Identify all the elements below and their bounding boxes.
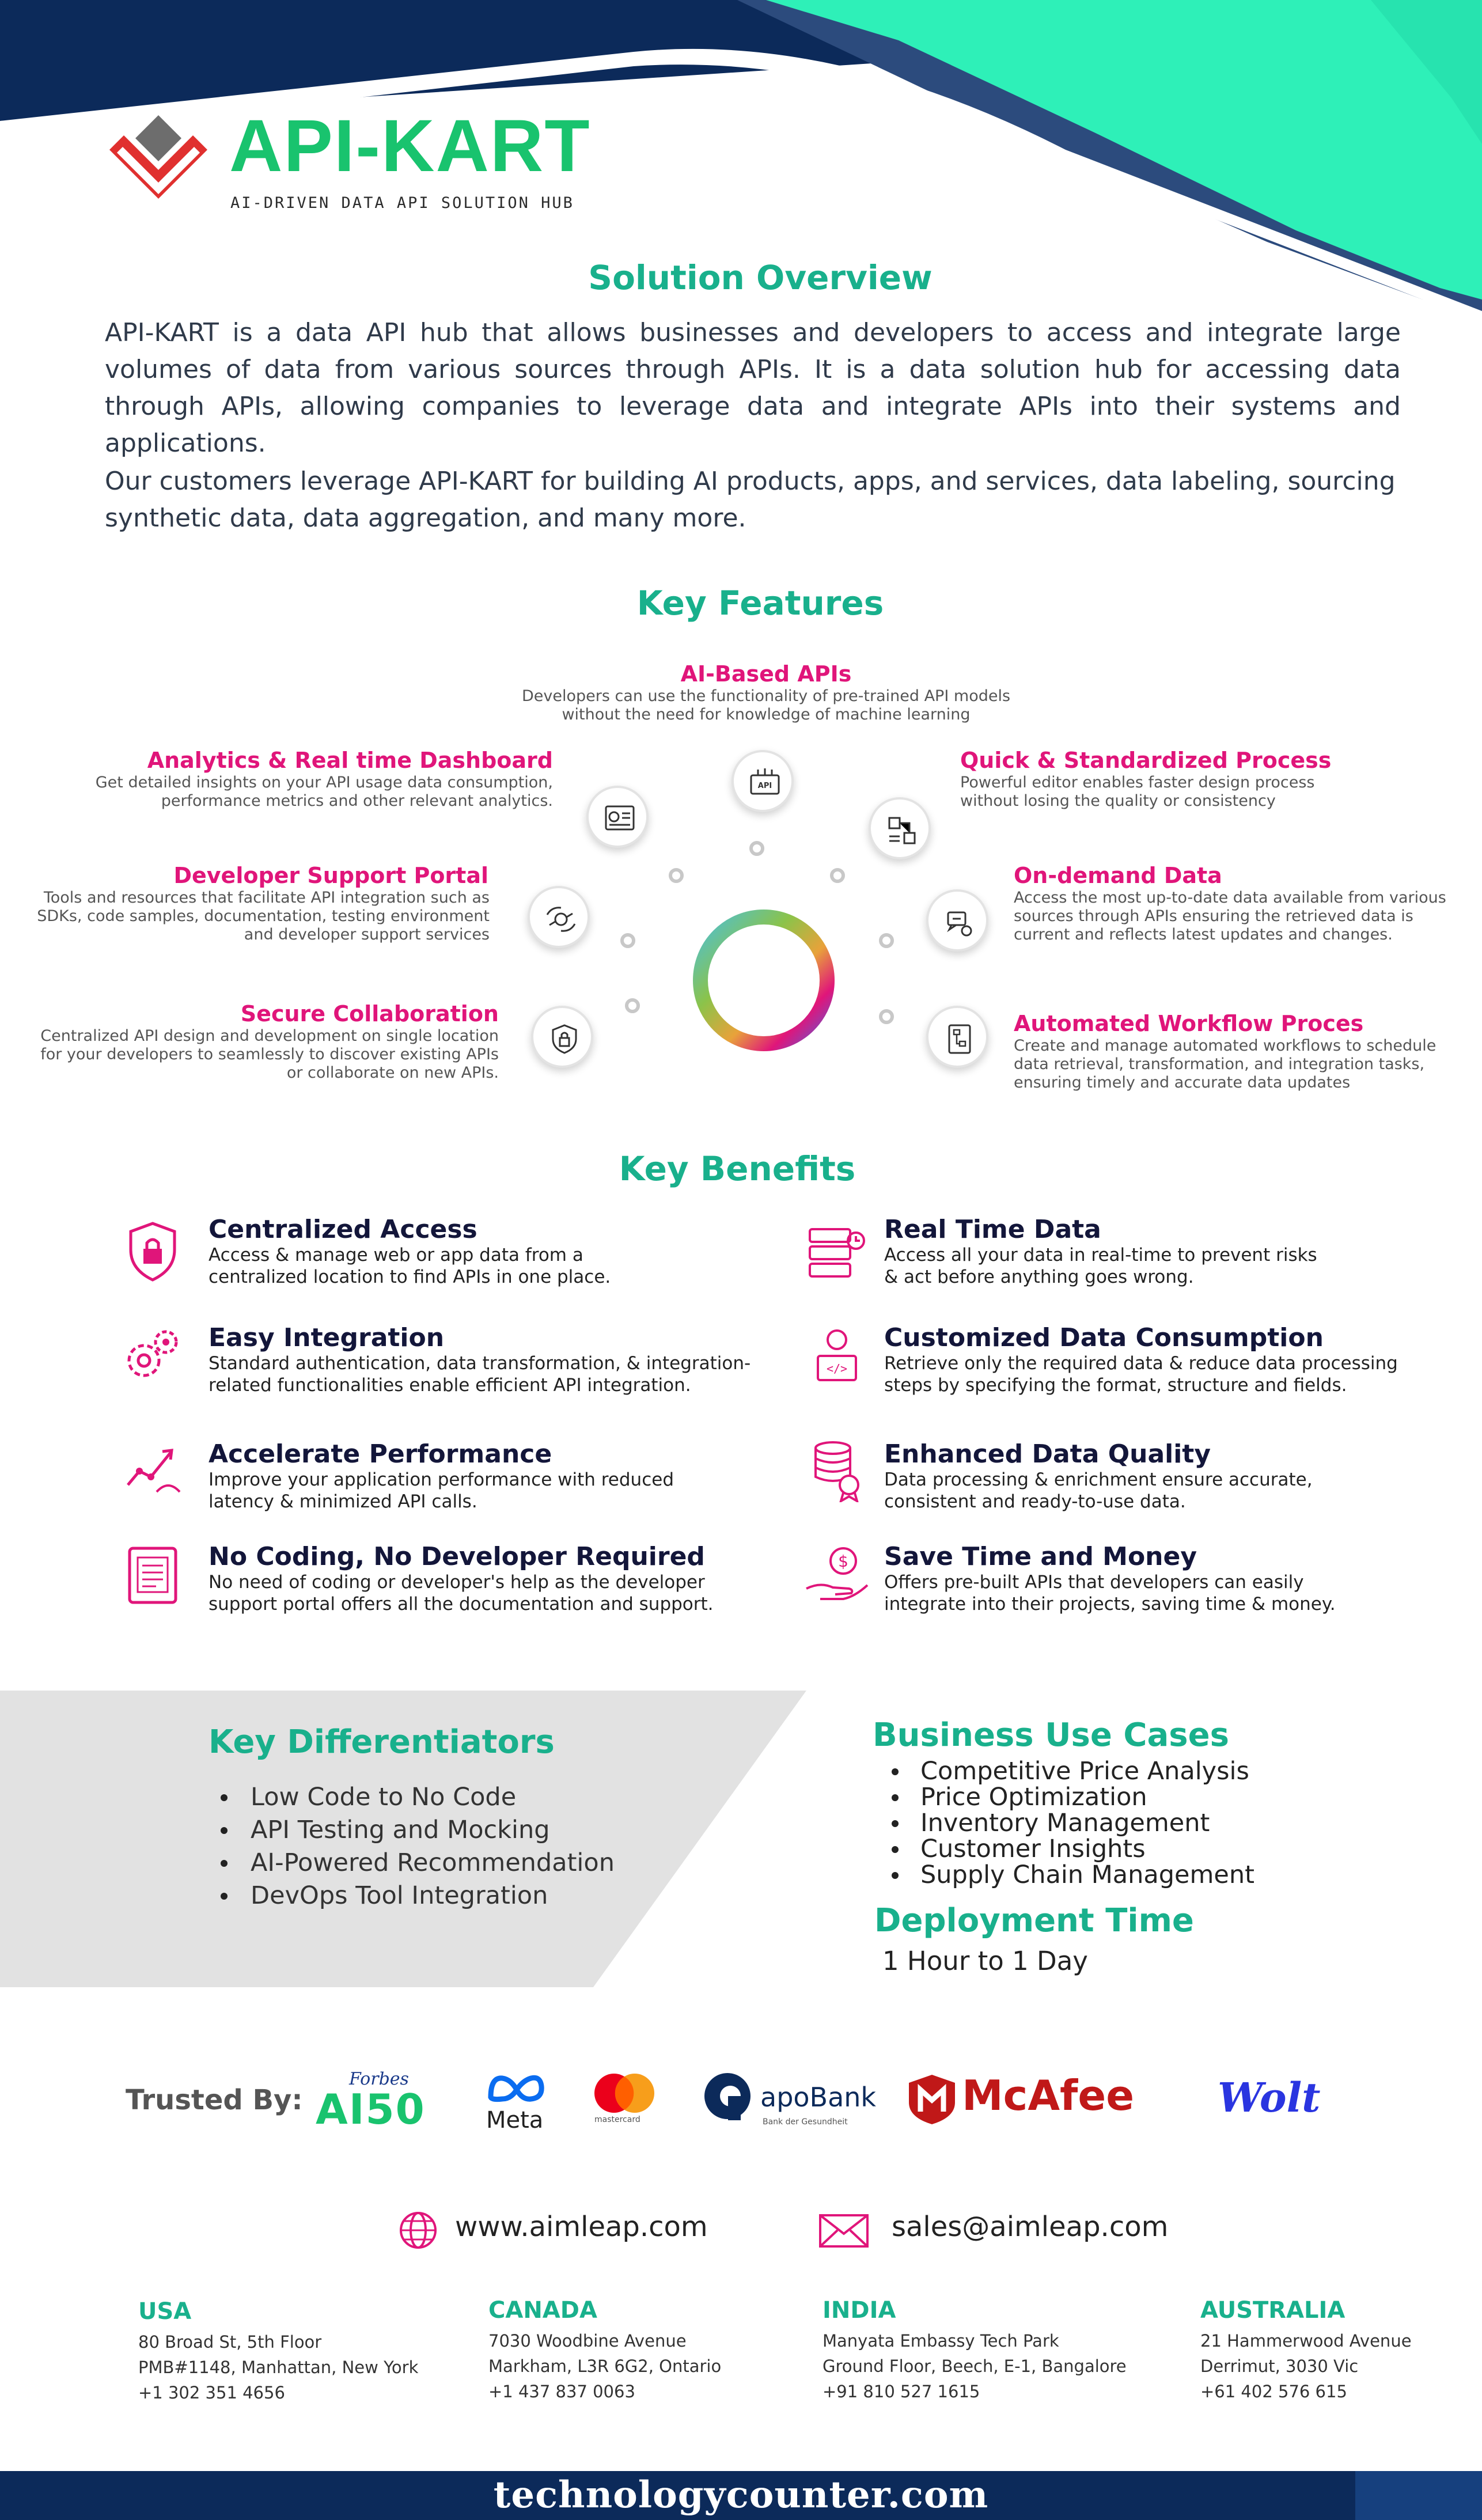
connector-dot <box>620 933 635 948</box>
svg-text:$: $ <box>838 1552 848 1571</box>
use-case-item: Customer Insights <box>881 1836 1254 1862</box>
feature-icon-developer-support <box>528 886 590 948</box>
office-address-line: Markham, L3R 6G2, Ontario <box>488 2356 722 2376</box>
feature-desc-secure-collaboration: Centralized API design and development on single location for your developers to seamlessly to discover existing APIs or collaborate on new APIs. <box>40 1027 499 1082</box>
deployment-value: 1 Hour to 1 Day <box>882 1946 1088 1976</box>
apobank-label: apoBank <box>760 2082 877 2113</box>
use-case-item: Competitive Price Analysis <box>881 1759 1254 1784</box>
office-address-line: 80 Broad St, 5th Floor <box>138 2332 322 2352</box>
differentiator-item: DevOps Tool Integration <box>210 1879 615 1912</box>
office-phone: +91 810 527 1615 <box>823 2382 980 2401</box>
dashboard-icon <box>602 802 637 836</box>
feature-icon-ai-apis <box>731 750 794 812</box>
wolt-label: Wolt <box>1218 2074 1321 2121</box>
benefit-desc-centralized-access: Access & manage web or app data from a centralized location to find APIs in one place. <box>209 1245 611 1287</box>
benefit-title-easy-integration: Easy Integration <box>209 1323 445 1352</box>
feature-desc-on-demand: Access the most up-to-date data available from various sources through APIs ensuring the retrieved data is current and reflects latest updates and changes. <box>1014 889 1446 943</box>
process-icon <box>885 813 919 848</box>
office-address-line: PMB#1148, Manhattan, New York <box>138 2358 419 2377</box>
office-address-line: 7030 Woodbine Avenue <box>488 2331 687 2351</box>
feature-desc-process: Powerful editor enables faster design process without losing the quality or consistency <box>960 774 1315 810</box>
benefit-desc-save-time-money: Offers pre-built APIs that developers can easily integrate into their projects, saving time & money. <box>884 1572 1336 1615</box>
connector-dot <box>669 868 684 883</box>
overview-title: Solution Overview <box>588 258 933 297</box>
forbes-label: Forbes <box>349 2069 409 2089</box>
svg-text:</>: </> <box>826 1362 848 1375</box>
feature-title-process: Quick & Standardized Process <box>960 748 1332 773</box>
api-kart-logo-icon <box>107 112 210 216</box>
benefits-title: Key Benefits <box>619 1149 856 1188</box>
overview-paragraph-2: Our customers leverage API-KART for building AI products, apps, and services, data labeling, sourcing synthetic data, data aggregation, and many more. <box>105 467 1396 533</box>
feature-desc-analytics: Get detailed insights on your API usage data consumption, performance metrics and other relevant analytics. <box>95 774 553 810</box>
money-hand-icon <box>803 1544 872 1607</box>
feature-title-analytics: Analytics & Real time Dashboard <box>147 748 553 773</box>
email-link[interactable]: sales@aimleap.com <box>892 2211 1169 2243</box>
meta-logo-icon <box>485 2071 548 2106</box>
office-country: INDIA <box>823 2297 896 2324</box>
mastercard-label: mastercard <box>594 2115 640 2124</box>
globe-icon <box>397 2210 439 2251</box>
office-address-line: Derrimut, 3030 Vic <box>1200 2356 1359 2376</box>
svg-text:API: API <box>757 782 772 790</box>
benefit-desc-enhanced-data-quality: Data processing & enrichment ensure accurate, consistent and ready-to-use data. <box>884 1469 1313 1512</box>
developer-icon <box>805 1325 869 1388</box>
feature-icon-analytics <box>586 786 649 848</box>
chart-growth-icon <box>122 1439 185 1496</box>
mastercard-logo-icon <box>590 2072 659 2114</box>
use-case-item: Price Optimization <box>881 1784 1254 1810</box>
benefit-title-customized-data: Customized Data Consumption <box>884 1323 1324 1352</box>
brand-name: API-KART <box>229 105 591 187</box>
feature-title-ai-apis: AI-Based APIs <box>680 661 852 687</box>
meta-label: Meta <box>486 2107 544 2134</box>
connector-dot <box>830 868 845 883</box>
brand-tagline: AI-DRIVEN DATA API SOLUTION HUB <box>230 194 574 212</box>
mcafee-label: McAfee <box>962 2071 1135 2120</box>
features-center-ring <box>689 905 839 1055</box>
use-case-item: Inventory Management <box>881 1810 1254 1836</box>
office-country: CANADA <box>488 2297 597 2324</box>
support-icon <box>544 902 578 937</box>
feature-icon-secure-collaboration <box>531 1006 593 1068</box>
secure-icon <box>547 1022 582 1056</box>
footer-bar <box>0 2471 1482 2520</box>
differentiators-list <box>210 1781 615 1912</box>
email-icon <box>818 2213 870 2249</box>
on-demand-icon <box>942 905 977 940</box>
api-icon <box>748 766 782 801</box>
office-australia <box>1200 2297 1412 2404</box>
differentiator-item: AI-Powered Recommendation <box>210 1847 615 1879</box>
connector-dot <box>749 841 764 856</box>
office-address-line: Ground Floor, Beech, E-1, Bangalore <box>823 2356 1127 2376</box>
benefit-desc-no-coding: No need of coding or developer's help as the developer support portal offers all the documentation and support. <box>209 1572 714 1615</box>
office-canada <box>488 2297 721 2404</box>
benefit-title-real-time-data: Real Time Data <box>884 1215 1101 1244</box>
connector-dot <box>879 1009 894 1024</box>
mcafee-shield-icon <box>905 2072 958 2125</box>
office-country: AUSTRALIA <box>1200 2297 1345 2324</box>
forbes-ai50-logo: AI50 <box>316 2085 426 2134</box>
office-phone: +1 437 837 0063 <box>488 2382 635 2401</box>
feature-icon-process <box>869 797 931 859</box>
gears-icon <box>121 1325 184 1388</box>
feature-desc-developer-support: Tools and resources that facilitate API integration such as SDKs, code samples, documentation, testing environment and developer support services <box>37 889 490 943</box>
office-india <box>823 2297 1127 2404</box>
office-phone: +1 302 351 4656 <box>138 2383 285 2402</box>
features-title: Key Features <box>636 583 884 623</box>
website-link[interactable]: www.aimleap.com <box>455 2211 708 2243</box>
server-icon <box>805 1223 869 1281</box>
footer-watermark: technologycounter.com <box>493 2473 989 2517</box>
office-address-line: 21 Hammerwood Avenue <box>1200 2331 1412 2351</box>
apobank-sub-label: Bank der Gesundheit <box>763 2117 848 2127</box>
feature-title-developer-support: Developer Support Portal <box>173 863 488 888</box>
feature-desc-workflow: Create and manage automated workflows to schedule data retrieval, transformation, and integration tasks, ensuring timely and accurate data updates <box>1014 1037 1436 1092</box>
deployment-title: Deployment Time <box>874 1902 1194 1939</box>
use-cases-title: Business Use Cases <box>873 1716 1229 1754</box>
connector-dot <box>625 998 640 1013</box>
feature-icon-on-demand <box>926 889 988 952</box>
office-address-line: Manyata Embassy Tech Park <box>823 2331 1059 2351</box>
feature-title-on-demand: On-demand Data <box>1014 863 1222 888</box>
feature-title-workflow: Automated Workflow Proces <box>1014 1011 1364 1036</box>
feature-icon-workflow <box>926 1006 988 1068</box>
trusted-by-label: Trusted By: <box>126 2084 303 2116</box>
benefit-title-no-coding: No Coding, No Developer Required <box>209 1542 705 1571</box>
workflow-icon <box>942 1022 977 1056</box>
differentiator-item: API Testing and Mocking <box>210 1814 615 1847</box>
feature-desc-ai-apis: Developers can use the functionality of pre-trained API models without the need for knowledge of machine learning <box>521 687 1011 723</box>
database-badge-icon <box>809 1439 866 1502</box>
benefit-desc-easy-integration: Standard authentication, data transformation, & integration-related functionalities enable efficient API integration. <box>209 1353 751 1396</box>
apobank-logo-icon <box>702 2070 753 2122</box>
differentiator-item: Low Code to No Code <box>210 1781 615 1814</box>
use-cases-list <box>881 1759 1254 1888</box>
benefit-desc-customized-data: Retrieve only the required data & reduce data processing steps by specifying the format, structure and fields. <box>884 1353 1398 1396</box>
document-icon <box>124 1544 181 1607</box>
use-case-item: Supply Chain Management <box>881 1862 1254 1888</box>
benefit-desc-real-time-data: Access all your data in real-time to prevent risks & act before anything goes wrong. <box>884 1245 1317 1287</box>
office-country: USA <box>138 2298 192 2325</box>
benefit-desc-accelerate-performance: Improve your application performance with reduced latency & minimized API calls. <box>209 1469 674 1512</box>
office-usa <box>138 2298 418 2405</box>
benefit-title-save-time-money: Save Time and Money <box>884 1542 1197 1571</box>
lock-shield-icon <box>124 1220 181 1283</box>
benefit-title-accelerate-performance: Accelerate Performance <box>209 1439 552 1469</box>
feature-title-secure-collaboration: Secure Collaboration <box>240 1001 499 1026</box>
benefit-title-enhanced-data-quality: Enhanced Data Quality <box>884 1439 1211 1469</box>
office-phone: +61 402 576 615 <box>1200 2382 1347 2401</box>
connector-dot <box>879 933 894 948</box>
benefit-title-centralized-access: Centralized Access <box>209 1215 477 1244</box>
overview-paragraph-1: API-KART is a data API hub that allows businesses and developers to access and integrate large volumes of data from various sources through APIs. It is a data solution hub for accessing data through APIs, allowing companies to leverage data and integrate APIs into their systems and applications. <box>105 318 1401 458</box>
differentiators-title: Key Differentiators <box>209 1723 555 1761</box>
